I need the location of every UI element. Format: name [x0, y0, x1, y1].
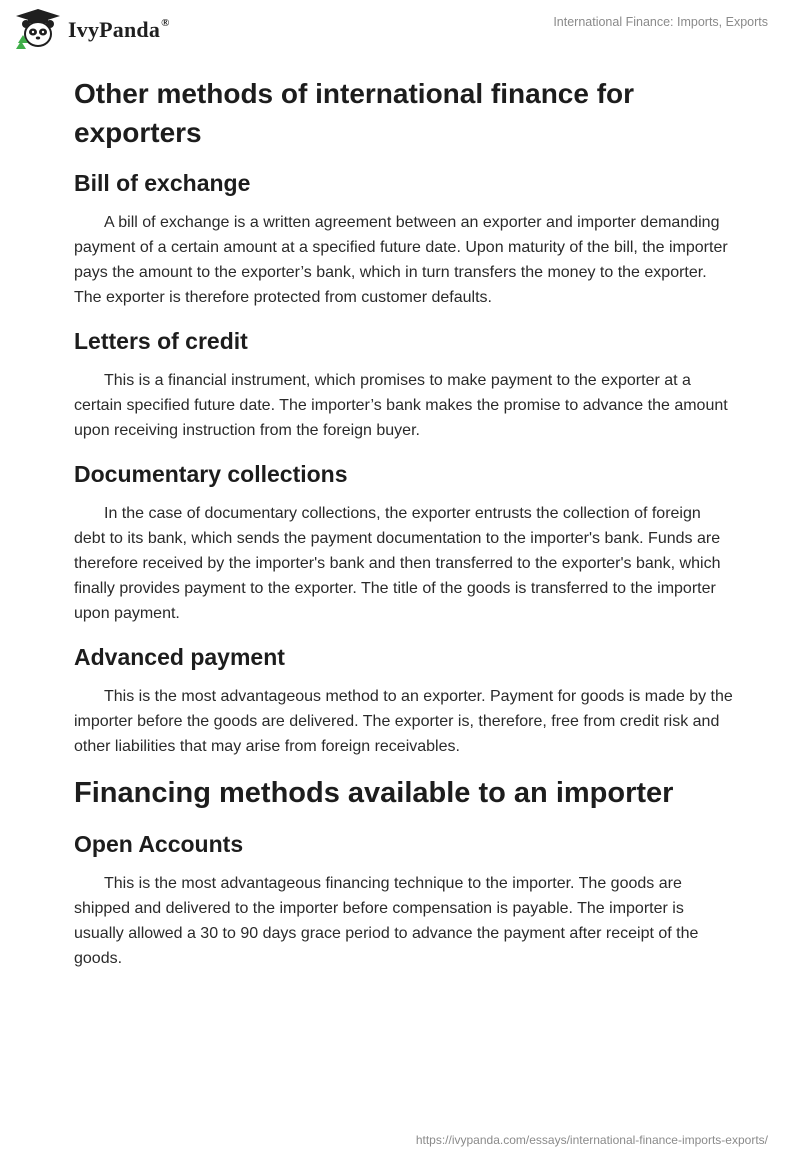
section-title-importer: Financing methods available to an importer	[74, 777, 674, 809]
paragraph-letters-of-credit: This is a financial instrument, which promises to make payment to the exporter at a certain specified future date. The importer’s bank makes the promise to advance the amount upon receiving instruction from the foreign buyer.	[74, 372, 728, 439]
source-url[interactable]: https://ivypanda.com/essays/international-finance-imports-exports/	[415, 1133, 768, 1147]
paragraph-bill-of-exchange: A bill of exchange is a written agreement between an exporter and importer demanding payment of a certain amount at a specified future date. Upon maturity of the bill, the importer pays the amount to the exporter’s bank, which in turn transfers the money to the exporter. The exporter is therefore protected from customer defaults.	[74, 214, 728, 306]
document-title: International Finance: Imports, Exports	[553, 15, 768, 29]
heading-advanced-payment: Advanced payment	[74, 644, 285, 670]
paragraph-open-accounts: This is the most advantageous financing technique to the importer. The goods are shipped and delivered to the importer before compensation is payable. The importer is usually allowed a 30 to 90 days grace period to advance the payment after receipt of the goods.	[74, 875, 699, 967]
brand-name: IvyPanda®	[68, 16, 170, 42]
section-title-exporters: Other methods of international finance for exporters	[74, 78, 635, 148]
page-header	[0, 0, 800, 70]
article-body	[74, 70, 734, 971]
heading-documentary-collections: Documentary collections	[74, 461, 348, 487]
panda-graduate-icon	[14, 9, 62, 49]
paragraph-advanced-payment: This is the most advantageous method to an exporter. Payment for goods is made by the importer before the goods are delivered. The exporter is, therefore, free from credit risk and other liabilities that may arise from foreign receivables.	[74, 688, 733, 755]
brand-logo[interactable]	[14, 9, 170, 49]
heading-open-accounts: Open Accounts	[74, 831, 244, 857]
paragraph-documentary-collections: In the case of documentary collections, the exporter entrusts the collection of foreign debt to its bank, which sends the payment documentation to the importer's bank. Funds are therefore received by the importer's bank and then transferred to the exporter's bank, which finally provides payment to the exporter. The title of the goods is transferred to the importer upon payment.	[74, 505, 721, 622]
heading-bill-of-exchange: Bill of exchange	[74, 170, 251, 196]
heading-letters-of-credit: Letters of credit	[74, 328, 248, 354]
